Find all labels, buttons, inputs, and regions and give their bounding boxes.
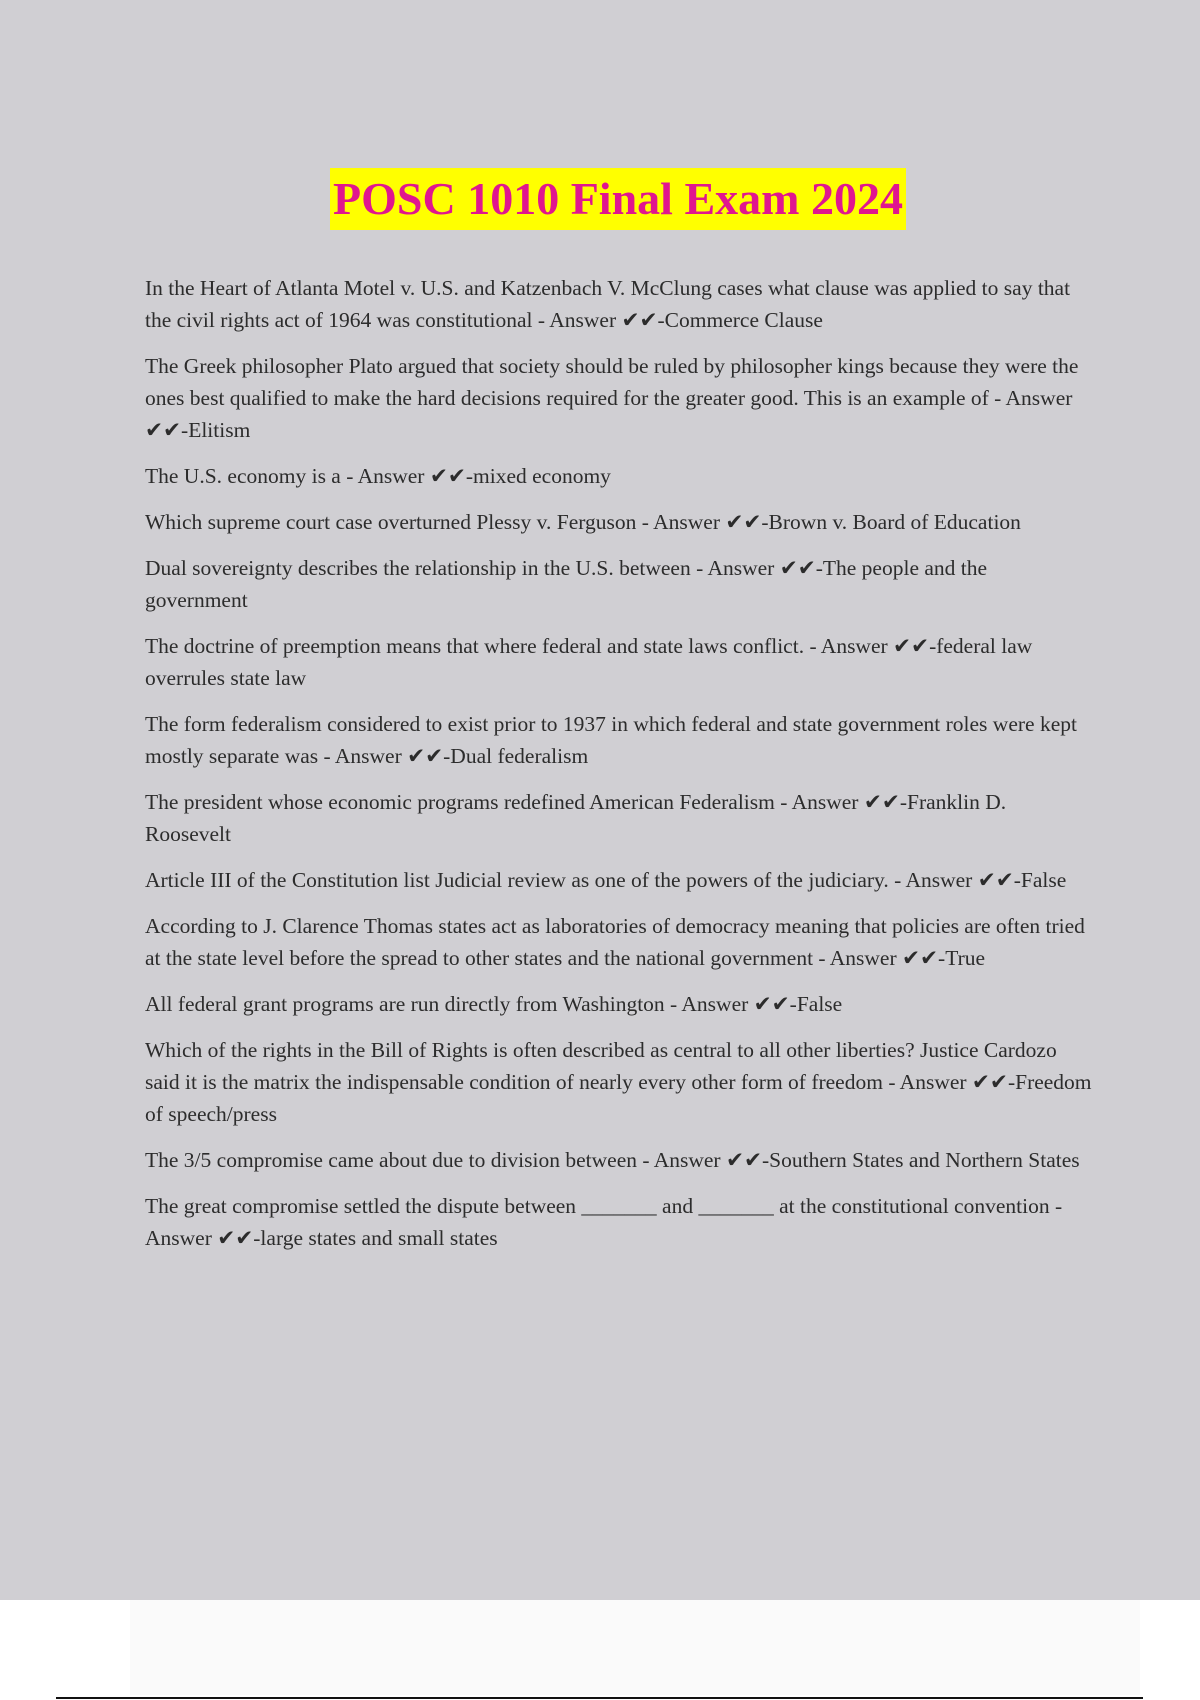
question-item-9: Article III of the Constitution list Judicial review as one of the powers of the judiciary. - Answer ✔✔-False: [145, 868, 1067, 892]
question-item-10: According to J. Clarence Thomas states act as laboratories of democracy meaning that policies are often tried at the state level before the spread to other states and the national government - Answer ✔✔-True: [145, 914, 1085, 970]
question-item-14: The great compromise settled the dispute between _______ and _______ at the constitutional convention - Answer ✔✔-large states and small states: [145, 1194, 1063, 1250]
question-item-12: Which of the rights in the Bill of Rights is often described as central to all other liberties? Justice Cardozo said it is the matrix the indispensable condition of nearly every other form of freedom - Answer ✔✔-Freedom of speech/press: [145, 1038, 1092, 1126]
question-item-2: The Greek philosopher Plato argued that society should be ruled by philosopher kings because they were the ones best qualified to make the hard decisions required for the greater good. This is an example of - Answer ✔✔-Elitism: [145, 354, 1079, 442]
title-container: [0, 168, 1200, 230]
question-item-8: The president whose economic programs redefined American Federalism - Answer ✔✔-Franklin D. Roosevelt: [145, 790, 1007, 846]
question-list: [145, 272, 1095, 1268]
question-item-13: The 3/5 compromise came about due to division between - Answer ✔✔-Southern States and Northern States: [145, 1148, 1080, 1172]
question-item-4: Which supreme court case overturned Plessy v. Ferguson - Answer ✔✔-Brown v. Board of Education: [145, 510, 1021, 534]
question-item-7: The form federalism considered to exist prior to 1937 in which federal and state government roles were kept mostly separate was - Answer ✔✔-Dual federalism: [145, 712, 1077, 768]
question-item-5: Dual sovereignty describes the relationship in the U.S. between - Answer ✔✔-The people and the government: [145, 556, 988, 612]
footer-divider: [56, 1697, 1143, 1699]
question-item-1: In the Heart of Atlanta Motel v. U.S. and Katzenbach V. McClung cases what clause was applied to say that the civil rights act of 1964 was constitutional - Answer ✔✔-Commerce Clause: [145, 276, 1071, 332]
page-footer-area: [130, 1600, 1140, 1695]
question-item-3: The U.S. economy is a - Answer ✔✔-mixed economy: [145, 464, 611, 488]
question-item-11: All federal grant programs are run directly from Washington - Answer ✔✔-False: [145, 992, 843, 1016]
document-title: POSC 1010 Final Exam 2024: [330, 168, 906, 230]
question-item-6: The doctrine of preemption means that where federal and state laws conflict. - Answer ✔✔-federal law overrules state law: [145, 634, 1033, 690]
